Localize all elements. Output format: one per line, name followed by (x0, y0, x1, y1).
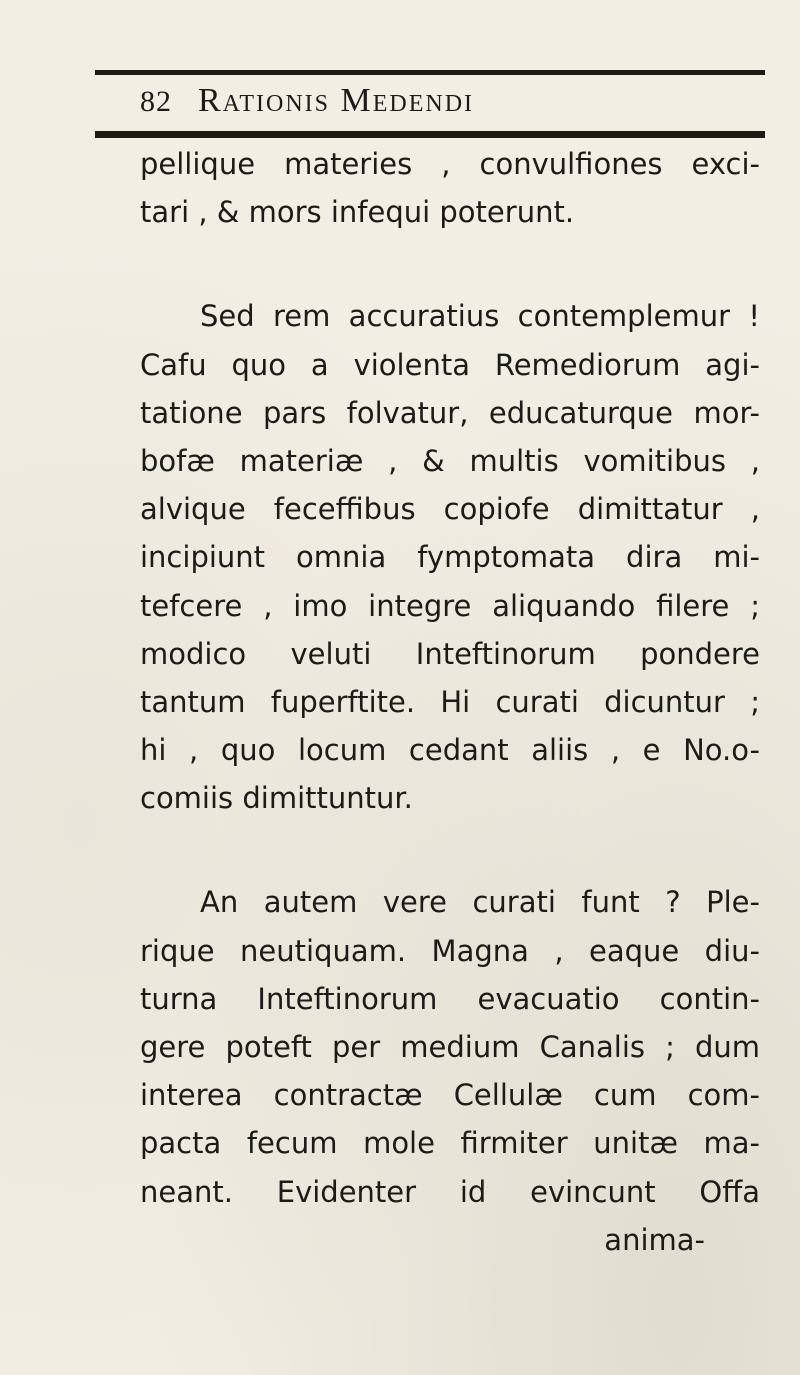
text-line: tantum fuperftite. Hi curati dicuntur ; (140, 684, 760, 719)
catchword-row (140, 1216, 760, 1264)
text-line: alvique feceffibus copiofe dimittatur , (140, 492, 760, 527)
page-number: 82 (140, 85, 172, 118)
text-line: turna Inteftinorum evacuatio contin- (140, 981, 760, 1016)
text-line: Cafu quo a violenta Remediorum agi- (140, 347, 760, 382)
text-line: interea contractæ Cellulæ cum com- (140, 1078, 760, 1113)
text-line: pellique materies , convulfiones exci- (140, 147, 760, 181)
page-header (140, 82, 474, 126)
text-line: tatione pars folvatur, educaturque mor- (140, 395, 760, 430)
text-line: pacta fecum mole firmiter unitæ ma- (140, 1126, 760, 1161)
paragraph-3 (140, 878, 760, 1215)
paragraph-2 (140, 292, 760, 822)
text-line: rique neutiquam. Magna , eaque diu- (140, 933, 760, 968)
text-line: tari , & mors infequi poterunt. (140, 195, 575, 230)
text-line: gere poteft per medium Canalis ; dum (140, 1030, 760, 1064)
body-text (140, 140, 760, 1264)
catchword: anima- (604, 1222, 705, 1257)
text-line: Sed rem accuratius contemplemur ! (200, 299, 760, 334)
text-line: hi , quo locum cedant aliis , e No.o- (140, 733, 760, 768)
running-head: Rationis Medendi (198, 82, 475, 119)
text-line: An autem vere curati funt ? Ple- (200, 885, 760, 920)
paragraph-1 (140, 140, 760, 236)
text-line: neant. Evidenter id evincunt Offa (140, 1174, 760, 1209)
text-line: comiis dimittuntur. (140, 781, 413, 816)
text-line: modico veluti Inteftinorum pondere (140, 636, 760, 671)
header-rule-bottom (95, 131, 765, 138)
text-line: bofæ materiæ , & multis vomitibus , (140, 443, 760, 478)
header-rule-top (95, 70, 765, 75)
text-line: tefcere , imo integre aliquando filere ; (140, 588, 760, 623)
text-line: incipiunt omnia fymptomata dira mi- (140, 540, 760, 575)
